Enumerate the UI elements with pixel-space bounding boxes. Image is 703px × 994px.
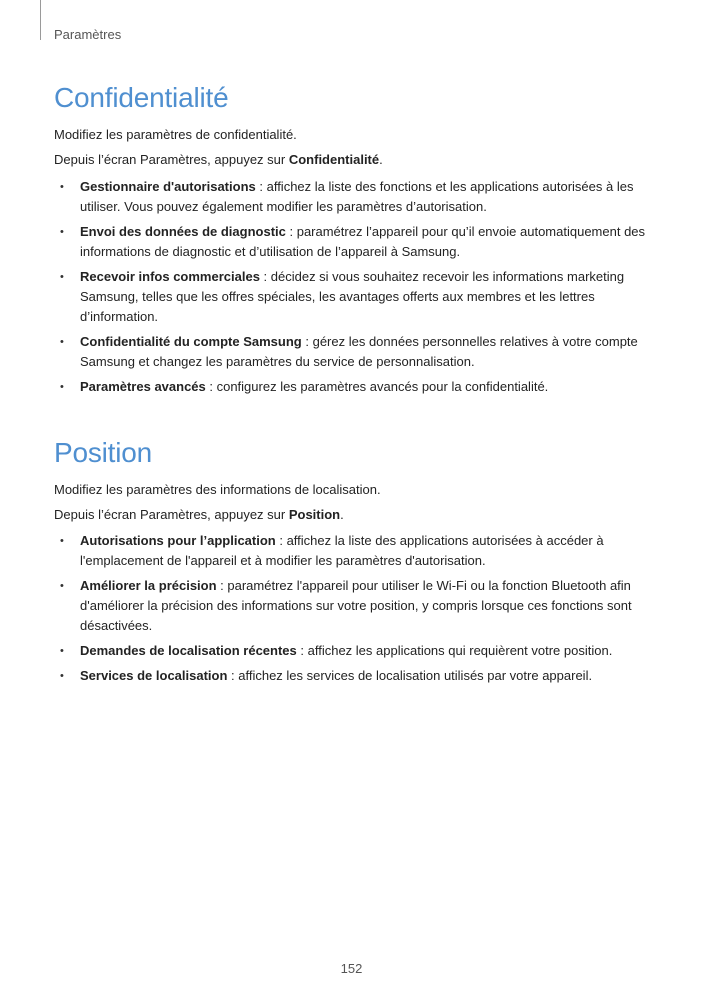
item-desc: : affichez la liste des applications autorisées à accéder à l'emplacement de l'appareil et à modifier les paramètres d'autorisation. bbox=[80, 533, 604, 568]
bullet-icon: • bbox=[60, 271, 64, 283]
list-item bbox=[54, 267, 654, 327]
item-desc: : gérez les données personnelles relatives à votre compte Samsung et changez les paramètres du service de personnalisation. bbox=[80, 334, 638, 369]
item-desc: : paramétrez l'appareil pour utiliser le Wi-Fi ou la fonction Bluetooth afin d'améliorer la précision des informations sur votre position, y compris lorsque ces fonctions sont désactivées. bbox=[80, 578, 632, 633]
section-path bbox=[54, 150, 383, 170]
path-suffix: . bbox=[340, 507, 344, 522]
bullet-icon: • bbox=[60, 670, 64, 682]
path-target: Position bbox=[288, 507, 341, 522]
page-number: 152 bbox=[340, 961, 363, 976]
bullet-icon: • bbox=[60, 645, 64, 657]
bullet-icon: • bbox=[60, 336, 64, 348]
path-suffix: . bbox=[379, 152, 383, 167]
section-title-confidentialite: Confidentialité bbox=[54, 82, 229, 113]
header-rule bbox=[40, 0, 41, 40]
list-item bbox=[54, 641, 654, 661]
bullet-icon: • bbox=[60, 580, 64, 592]
bullet-icon: • bbox=[60, 381, 64, 393]
item-term: Gestionnaire d'autorisations bbox=[80, 179, 256, 194]
list-item bbox=[54, 222, 654, 262]
running-header: Paramètres bbox=[54, 27, 122, 42]
bullet-icon: • bbox=[60, 535, 64, 547]
item-desc: : affichez la liste des fonctions et les applications autorisées à les utiliser. Vous pouvez également modifier les paramètres d’autorisation. bbox=[80, 179, 634, 214]
item-desc: : décidez si vous souhaitez recevoir les informations marketing Samsung, telles que les offres spéciales, les avantages offerts aux membres et les lettres d’information. bbox=[80, 269, 625, 324]
list-item bbox=[54, 531, 654, 571]
section-intro: Modifiez les paramètres des informations de localisation. bbox=[54, 482, 381, 497]
list-item bbox=[54, 576, 654, 636]
item-term: Autorisations pour l’application bbox=[80, 533, 276, 548]
section-title-position: Position bbox=[54, 437, 153, 468]
path-target: Confidentialité bbox=[288, 152, 380, 167]
item-term: Recevoir infos commerciales bbox=[80, 269, 260, 284]
bullet-icon: • bbox=[60, 226, 64, 238]
section-intro: Modifiez les paramètres de confidentialité. bbox=[54, 127, 297, 142]
list-item bbox=[54, 666, 654, 686]
item-desc: : affichez les applications qui requièrent votre position. bbox=[296, 643, 613, 658]
bullet-list-confidentialite bbox=[54, 177, 654, 402]
item-term: Demandes de localisation récentes bbox=[80, 643, 297, 658]
path-prefix: Depuis l’écran Paramètres, appuyez sur bbox=[54, 507, 289, 522]
item-term: Confidentialité du compte Samsung bbox=[80, 334, 302, 349]
item-desc: : affichez les services de localisation utilisés par votre appareil. bbox=[227, 668, 593, 683]
item-term: Services de localisation bbox=[80, 668, 228, 683]
list-item bbox=[54, 177, 654, 217]
bullet-icon: • bbox=[60, 181, 64, 193]
item-desc: : paramétrez l’appareil pour qu’il envoie automatiquement des informations de diagnostic et d’utilisation de l’appareil à Samsung. bbox=[80, 224, 646, 259]
section-path bbox=[54, 505, 344, 525]
item-term: Améliorer la précision bbox=[80, 578, 217, 593]
list-item bbox=[54, 332, 654, 372]
path-prefix: Depuis l’écran Paramètres, appuyez sur bbox=[54, 152, 289, 167]
item-term: Envoi des données de diagnostic bbox=[80, 224, 286, 239]
list-item bbox=[54, 377, 654, 397]
item-desc: : configurez les paramètres avancés pour la confidentialité. bbox=[205, 379, 549, 394]
bullet-list-position bbox=[54, 531, 654, 691]
item-term: Paramètres avancés bbox=[80, 379, 206, 394]
